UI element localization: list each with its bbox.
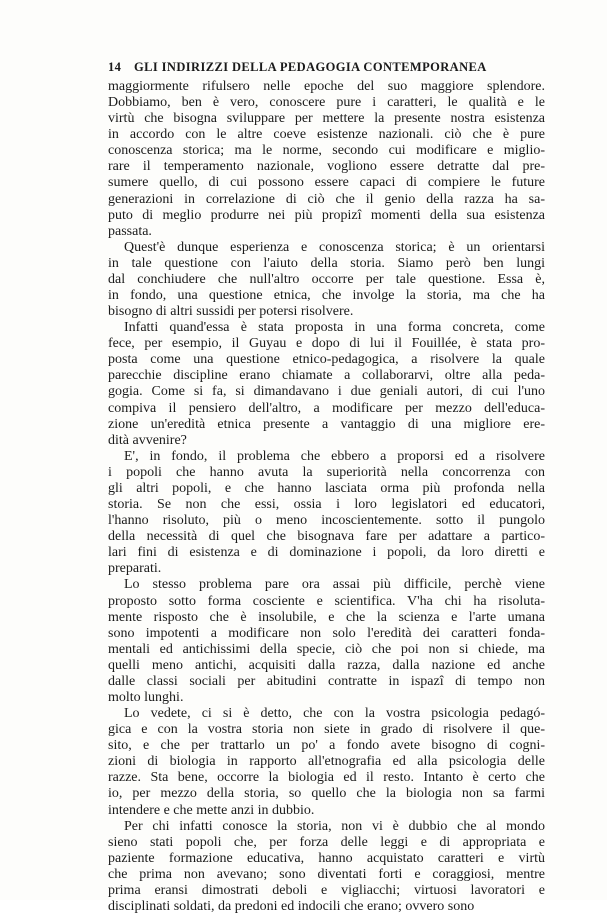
running-head bbox=[108, 60, 543, 78]
text-line: gogia. Come si fa, si dimandavano i due geniali autori, di cui l'uno bbox=[108, 384, 545, 400]
text-line: quelli meno antichi, acquisiti dalla razza, dalla nazione ed anche bbox=[108, 657, 545, 673]
text-line: Lo vedete, ci si è detto, che con la vostra psicologia pedagó- bbox=[124, 706, 545, 722]
text-line: fece, per esempio, il Guyau e dopo di lui il Fouillée, è stata pro- bbox=[108, 336, 545, 352]
text-line: posta come una questione etnico-pedagogica, a risolvere la quale bbox=[108, 352, 545, 368]
text-line: Per chi infatti conosce la storia, non vi è dubbio che al mondo bbox=[124, 818, 545, 834]
text-line: generazioni in correlazione di ciò che il genio della razza ha sa- bbox=[108, 191, 545, 207]
text-line: Quest'è dunque esperienza e conoscenza storica; è un orientarsi bbox=[124, 239, 545, 255]
text-line: proposto sotto forma cosciente e scientifica. V'ha chi ha risoluta- bbox=[108, 593, 545, 609]
text-line: sito, e che per trattarlo un po' a fondo avete bisogno di cogni- bbox=[108, 738, 545, 754]
text-line: intendere e che mette anzi in dubbio. bbox=[108, 802, 315, 818]
text-line: dità avvenire? bbox=[108, 432, 187, 448]
text-line: lari fini di esistenza e di dominazione i popoli, da loro diretti e bbox=[108, 545, 545, 561]
text-line: razze. Sta bene, occorre la biologia ed il resto. Intanto è certo che bbox=[108, 770, 545, 786]
text-line: io, per mezzo della storia, so quello che la biologia non sa farmi bbox=[108, 786, 545, 802]
text-line: gica e con la vostra storia non siete in grado di risolvere il que- bbox=[108, 722, 545, 738]
text-line: che prima non avevano; sono diventati forti e coraggiosi, mentre bbox=[108, 866, 545, 882]
text-line: disciplinati soldati, da predoni ed indocili che erano; ovvero sono bbox=[108, 898, 475, 914]
text-line: in tale questione con l'aiuto della storia. Siamo però ben lungi bbox=[108, 255, 545, 271]
text-line: maggiormente rifulsero nelle epoche del suo maggiore splendore. bbox=[108, 79, 545, 94]
text-line: dalle classi sociali per abitudini contratte in ispazî di tempo non bbox=[108, 673, 545, 689]
text-line: i popoli che hanno avuta la superiorità nella concorrenza con bbox=[108, 464, 545, 480]
text-line: mentali ed antichissimi della specie, ciò che poi non si chiede, ma bbox=[108, 641, 545, 657]
page-number: 14 bbox=[108, 60, 122, 74]
text-line: parecchie discipline erano chiamate a collaborarvi, oltre alla peda- bbox=[108, 368, 545, 384]
text-line: prima eransi dimostrati deboli e vigliacchi; virtuosi lavoratori e bbox=[108, 882, 545, 898]
text-line: passata. bbox=[108, 223, 152, 239]
running-title: GLI INDIRIZZI DELLA PEDAGOGIA CONTEMPORANEA bbox=[134, 60, 487, 74]
text-line: dal conchiudere che null'altro occorre per tale questione. Essa è, bbox=[108, 271, 545, 287]
text-line: zione un'eredità etnica presente a vantaggio di una migliore ere- bbox=[108, 416, 545, 432]
text-line: storia. Se non che essi, ossia i loro legislatori ed educatori, bbox=[108, 497, 545, 513]
text-line: sono impotenti a modificare non solo l'eredità dei caratteri fonda- bbox=[108, 625, 545, 641]
text-line: bisogno di altri sussidi per potersi risolvere. bbox=[108, 304, 354, 320]
text-line: compiva il pensiero dell'altro, a modificare per mezzo dell'educa- bbox=[108, 400, 545, 416]
text-line: in accordo con le altre coeve esistenze nazionali. ciò che è pure bbox=[108, 127, 545, 143]
text-line: sumere quello, di cui possono essere capaci di compiere le future bbox=[108, 175, 545, 191]
text-line: rare il temperamento nazionale, vogliono essere detratte dal pre- bbox=[108, 159, 545, 175]
text-line: in fondo, una questione etnica, che involge la storia, ma che ha bbox=[108, 288, 545, 304]
text-line: Dobbiamo, ben è vero, conoscere pure i caratteri, le qualità e le bbox=[108, 95, 545, 111]
text-line: puto di meglio produrre nei più propizî momenti della sua esistenza bbox=[108, 207, 545, 223]
text-line: virtù che bisogna sviluppare per mettere la presente nostra esistenza bbox=[108, 111, 545, 127]
text-line: E', in fondo, il problema che ebbero a proporsi ed a risolvere bbox=[124, 448, 545, 464]
text-line: paziente formazione educativa, hanno acquistato caratteri e virtù bbox=[108, 850, 545, 866]
text-line: preparati. bbox=[108, 561, 162, 577]
text-line: della necessità di quel che bisognava fare per adattare a partico- bbox=[108, 529, 545, 545]
text-line: zioni di biologia in rapporto all'etnografia ed alla psicologia delle bbox=[108, 754, 545, 770]
text-line: gli altri popoli, e che hanno lasciata orma più profonda nella bbox=[108, 480, 545, 496]
text-line: conoscenza storica; ma le norme, secondo cui modificare e miglio- bbox=[108, 143, 545, 159]
text-line: molto lunghi. bbox=[108, 689, 184, 705]
text-line: sieno stati popoli che, per forza delle leggi e di appropriata e bbox=[108, 834, 545, 850]
text-line: Lo stesso problema pare ora assai più difficile, perchè viene bbox=[124, 577, 545, 593]
body-text bbox=[108, 79, 545, 915]
text-line: Infatti quand'essa è stata proposta in una forma concreta, come bbox=[124, 320, 545, 336]
text-line: l'hanno risoluto, più o meno incoscientemente. sotto il pungolo bbox=[108, 513, 545, 529]
text-line: mente risposto che è insolubile, e che la scienza e l'arte umana bbox=[108, 609, 545, 625]
